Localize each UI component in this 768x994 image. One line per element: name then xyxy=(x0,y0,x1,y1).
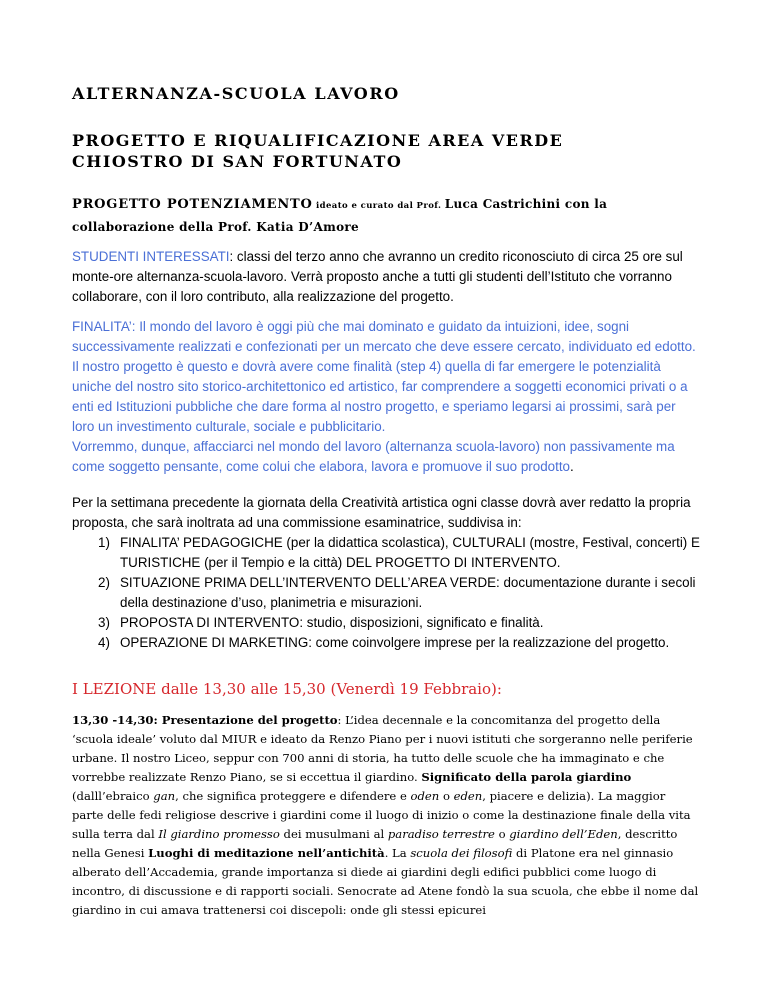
list-item: 2) SITUAZIONE PRIMA DELL’INTERVENTO DELL’AREA VERDE: documentazione durante i secoli della destinazione d’uso, planimetria e misurazioni. xyxy=(98,575,696,610)
finalita-paragraph xyxy=(72,317,700,477)
document-page xyxy=(72,84,700,920)
project-subtitle xyxy=(72,193,700,237)
document-title: ALTERNANZA-SCUOLA LAVORO xyxy=(72,84,400,103)
list-item: 4) OPERAZIONE DI MARKETING: come coinvolgere imprese per la realizzazione del progetto. xyxy=(98,635,670,650)
intro-paragraph: Per la settimana precedente la giornata della Creatività artistica ogni classe dovrà aver redatto la propria proposta, che sarà inoltrata ad una commissione esaminatrice, suddivisa in: xyxy=(72,495,691,530)
lesson-heading: I LEZIONE dalle 13,30 alle 15,30 (Venerdì 19 Febbraio): xyxy=(72,680,502,698)
list-item: 3) PROPOSTA DI INTERVENTO: studio, disposizioni, significato e finalità. xyxy=(98,615,544,630)
subtitle-main: PROGETTO POTENZIAMENTO xyxy=(72,197,313,212)
studenti-paragraph xyxy=(72,247,700,307)
finalita-text2: Vorremmo, dunque, affacciarci nel mondo del lavoro (alternanza scuola-lavoro) non passivamente ma come soggetto pensante, come colui che elabora, lavora e promuove il suo prodotto xyxy=(72,439,675,474)
studenti-label: STUDENTI INTERESSATI xyxy=(72,249,230,264)
finalita-text: FINALITA’: Il mondo del lavoro è oggi più che mai dominato e guidato da intuizioni, idee, sogni successivamente realizzati e confezionati per un mercato che deve essere cercato, individuato ed edotto. Il nostro progetto è questo e dovrà avere come finalità (step 4) quella di far emergere le potenzialità uniche del nostro sito storico-architettonico ed artistico, far comprendere a soggetti economici privati o a enti ed Istituzioni pubbliche che dare forma al nostro progetto, e speriamo legarsi ai prossimi, sarà per loro un investimento culturale, sociale e pubblicitario. xyxy=(72,319,696,434)
subtitle-authors: Luca Castrichini con la collaborazione della Prof. Katia D’Amore xyxy=(72,197,608,234)
list-item: 1) FINALITA’ PEDAGOGICHE (per la didattica scolastica), CULTURALI (mostre, Festival, concerti) E TURISTICHE (per il Tempio e la città) DEL PROGETTO DI INTERVENTO. xyxy=(98,535,700,570)
finalita-end: . xyxy=(569,459,574,474)
project-title-line1: PROGETTO E RIQUALIFICAZIONE AREA VERDE xyxy=(72,131,564,150)
lesson-body: 13,30 -14,30: Presentazione del progetto: L’idea decennale e la concomitanza del progetto della ‘scuola ideale’ voluto dal MIUR e ideato da Renzo Piano per i nuovi istituti che sorgeranno nelle periferie urbane. Il nostro Liceo, seppur con 700 anni di storia, ha tutto delle scuole che ha immaginato e che vorrebbe realizzate Renzo Piano, se si eccettua il giardino. Significato della parola giardino (dalll’ebraico gan, che significa proteggere e difendere e oden o eden, piacere e delizia). La maggior parte delle fedi religiose descrive i giardini come il luogo di inizio o come la destinazione finale della vita sulla terra dal Il giardino promesso dei musulmani al paradiso terrestre o giardino dell’Eden, descritto nella Genesi Luoghi di meditazione nell’antichità. La scuola dei filosofi di Platone era nel ginnasio alberato dell’Accademia, grande importanza si diede ai giardini degli edifici pubblici come luogo di incontro, di discussione e di rapporti sociali. Senocrate ad Atene fondò la sua scuola, che ebbe il nome dal giardino in cui amava trattenersi coi discepoli: onde gli stessi epicurei xyxy=(72,713,699,917)
project-title-line2: CHIOSTRO DI SAN FORTUNATO xyxy=(72,152,403,171)
project-title xyxy=(72,130,700,172)
studenti-text: : classi del terzo anno che avranno un credito riconosciuto di circa 25 ore sul monte-ore alternanza-scuola-lavoro. Verrà proposto anche a tutti gli studenti dell’Istituto che vorranno collaborare, con il loro contributo, alla realizzazione del progetto. xyxy=(72,249,683,304)
subtitle-credit: ideato e curato dal Prof. xyxy=(312,201,445,211)
steps-list xyxy=(72,533,700,653)
